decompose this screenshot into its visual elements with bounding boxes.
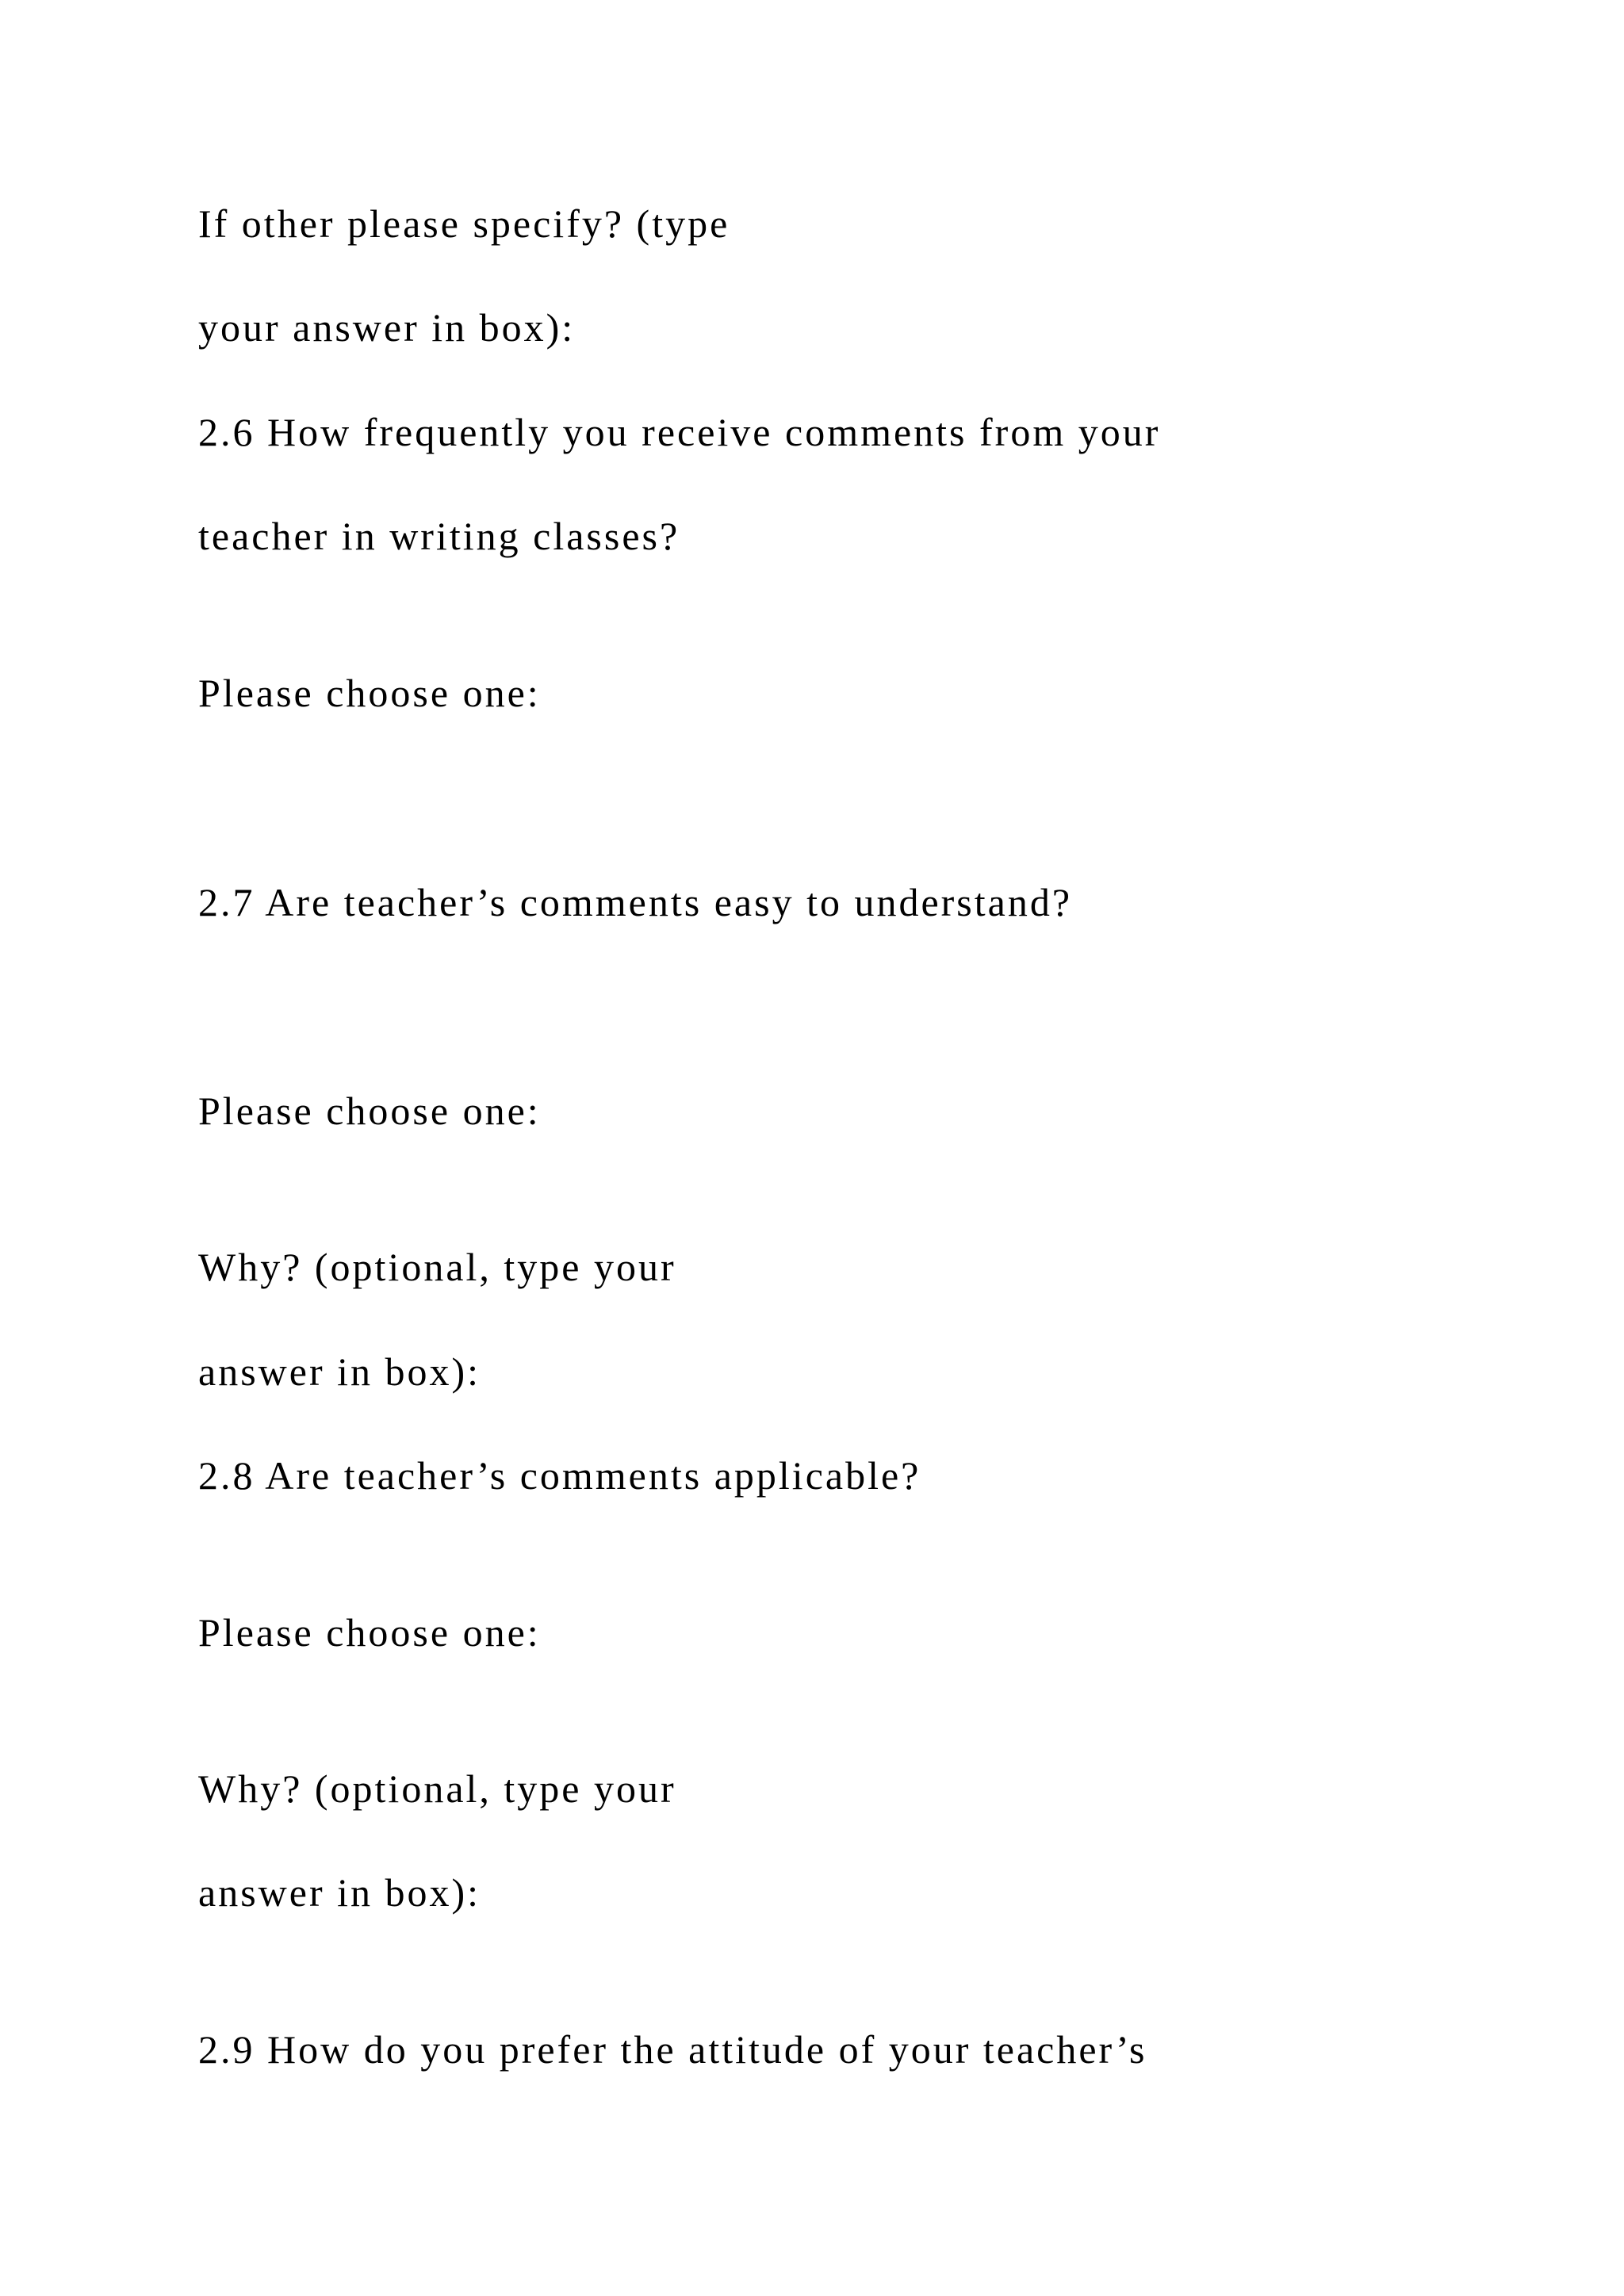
question-2-7: 2.7 Are teacher’s comments easy to understand?	[198, 880, 1073, 924]
choose-one-2-6: Please choose one:	[198, 671, 541, 715]
why-prompt-2-8-cont: answer in box):	[198, 1870, 481, 1915]
other-specify-prompt: If other please specify? (type	[198, 201, 730, 246]
question-2-6-cont: teacher in writing classes?	[198, 514, 680, 558]
why-prompt-2-7-cont: answer in box):	[198, 1349, 481, 1394]
question-2-6: 2.6 How frequently you receive comments from your	[198, 410, 1161, 454]
why-prompt-2-7: Why? (optional, type your	[198, 1245, 676, 1289]
why-prompt-2-8: Why? (optional, type your	[198, 1766, 676, 1811]
choose-one-2-7: Please choose one:	[198, 1089, 541, 1133]
choose-one-2-8: Please choose one:	[198, 1610, 541, 1655]
question-2-8: 2.8 Are teacher’s comments applicable?	[198, 1453, 921, 1498]
question-2-9: 2.9 How do you prefer the attitude of your teacher’s	[198, 2027, 1147, 2072]
other-specify-prompt-cont: your answer in box):	[198, 305, 576, 350]
